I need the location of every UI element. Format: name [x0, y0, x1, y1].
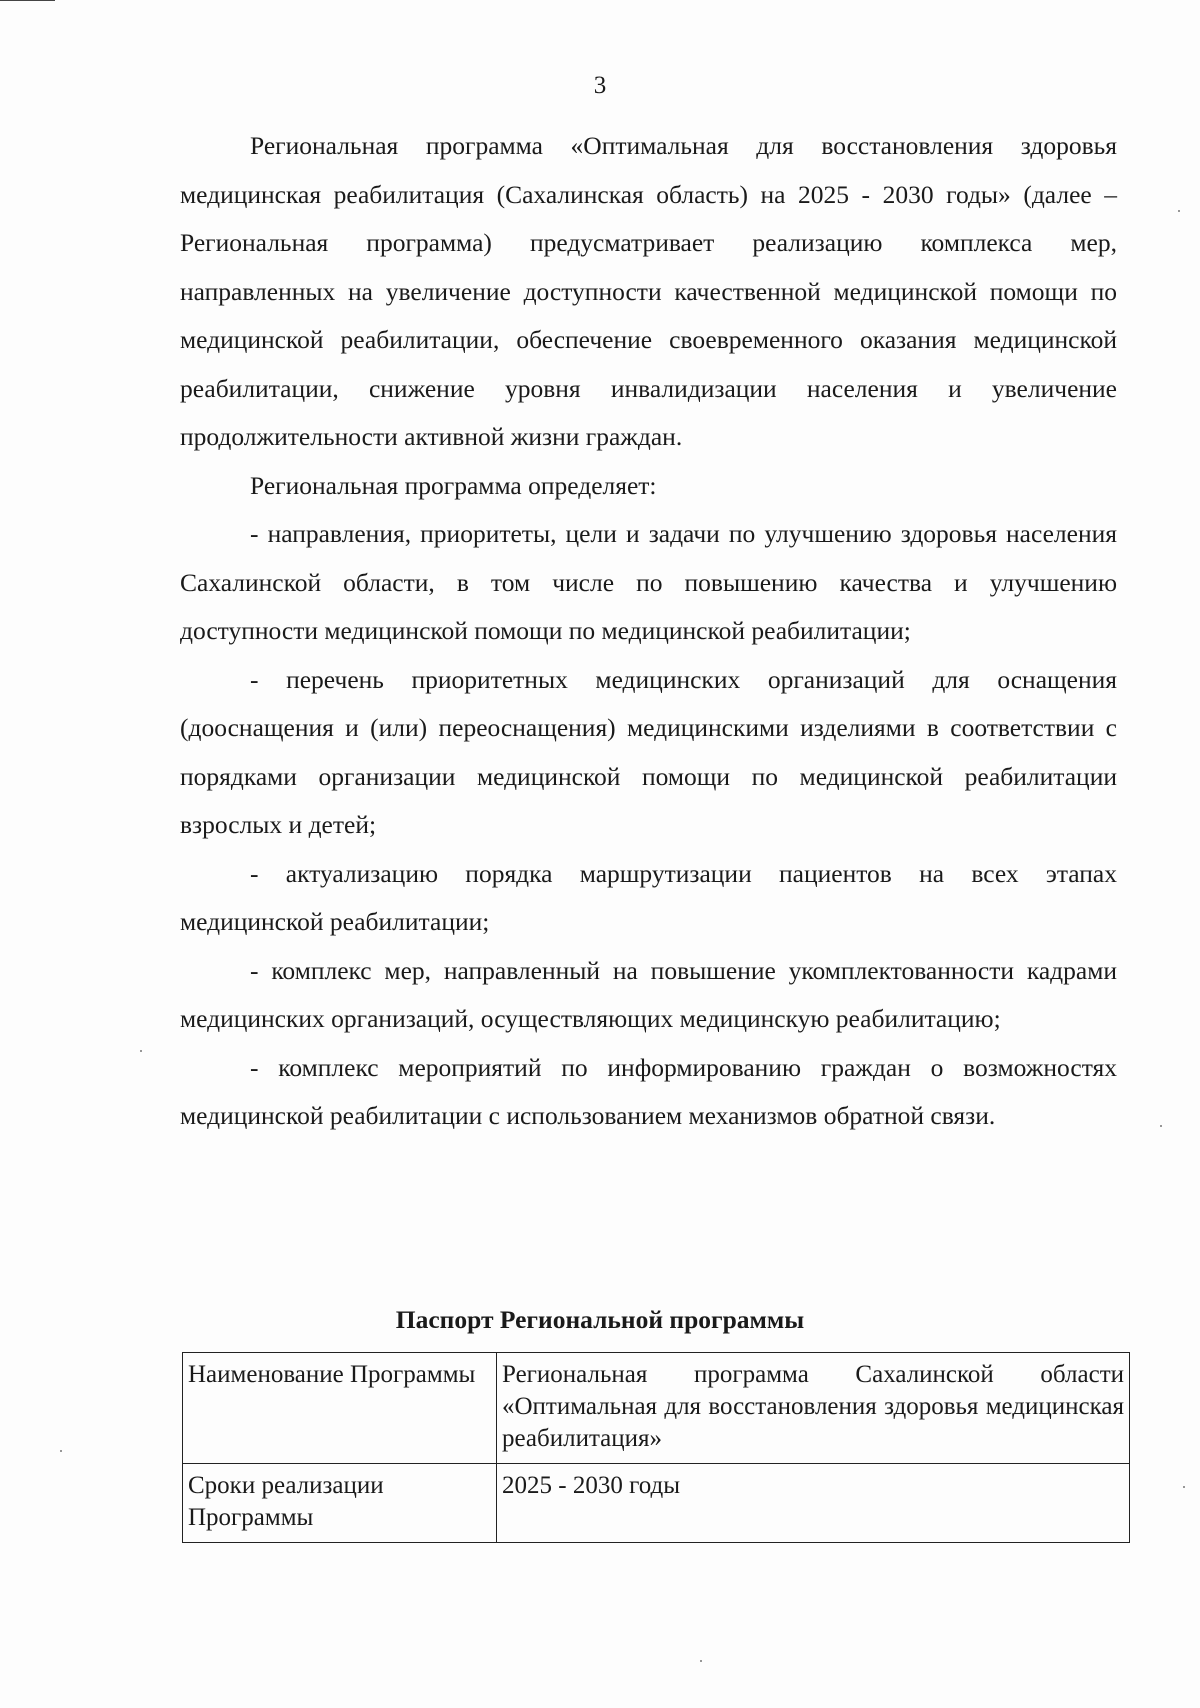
- scan-speck: [1160, 1125, 1162, 1127]
- list-item-informing: - комплекс мероприятий по информированию граждан о возможностях медицинской реабилитации с использованием механизмов обратной связи.: [180, 1052, 1117, 1130]
- scan-speck: [700, 1660, 702, 1662]
- list-item-routing: - актуализацию порядка маршрутизации пациентов на всех этапах медицинской реабилитации;: [180, 858, 1117, 936]
- page-number: 3: [593, 72, 607, 99]
- list-item-directions: - направления, приоритеты, цели и задачи по улучшению здоровья населения Сахалинской области, в том числе по повышению качества и улучшению доступности медицинской помощи по медицинской реабилитации;: [180, 519, 1117, 645]
- table-row: [183, 1353, 1130, 1464]
- scan-speck: [1178, 210, 1180, 212]
- list-item-organizations: - перечень приоритетных медицинских организаций для оснащения (дооснащения и (или) переоснащения) медицинскими изделиями в соответствии с порядками организации медицинской помощи по медицинской реабилитации взрослых и детей;: [180, 664, 1117, 839]
- table-row: [183, 1464, 1130, 1543]
- scan-speck: [1183, 1486, 1185, 1488]
- defines-paragraph: Региональная программа определяет:: [250, 470, 657, 500]
- passport-table: [182, 1352, 1130, 1543]
- passport-title: Паспорт Региональной программы: [395, 1305, 805, 1334]
- program-period-value: 2025 - 2030 годы: [497, 1464, 1130, 1543]
- body-text: [180, 122, 1117, 1141]
- scan-edge-mark: [0, 0, 55, 1]
- scan-speck: [140, 1050, 142, 1052]
- program-period-label: Сроки реализации Программы: [183, 1464, 497, 1543]
- intro-paragraph: Региональная программа «Оптимальная для восстановления здоровья медицинская реабилитация (Сахалинская область) на 2025 - 2030 годы» (далее – Региональная программа) предусматривает реализацию комплекса мер, направленных на увеличение доступности качественной медицинской помощи по медицинской реабилитации, обеспечение своевременного оказания медицинской реабилитации, снижение уровня инвалидизации населения и увеличение продолжительности активной жизни граждан.: [180, 131, 1117, 451]
- list-item-staffing: - комплекс мер, направленный на повышение укомплектованности кадрами медицинских организаций, осуществляющих медицинскую реабилитацию;: [180, 955, 1117, 1033]
- scan-speck: [60, 1450, 62, 1452]
- program-name-label: Наименование Программы: [183, 1353, 497, 1464]
- program-name-value: Региональная программа Сахалинской области «Оптимальная для восстановления здоровья медицинская реабилитация»: [497, 1353, 1130, 1464]
